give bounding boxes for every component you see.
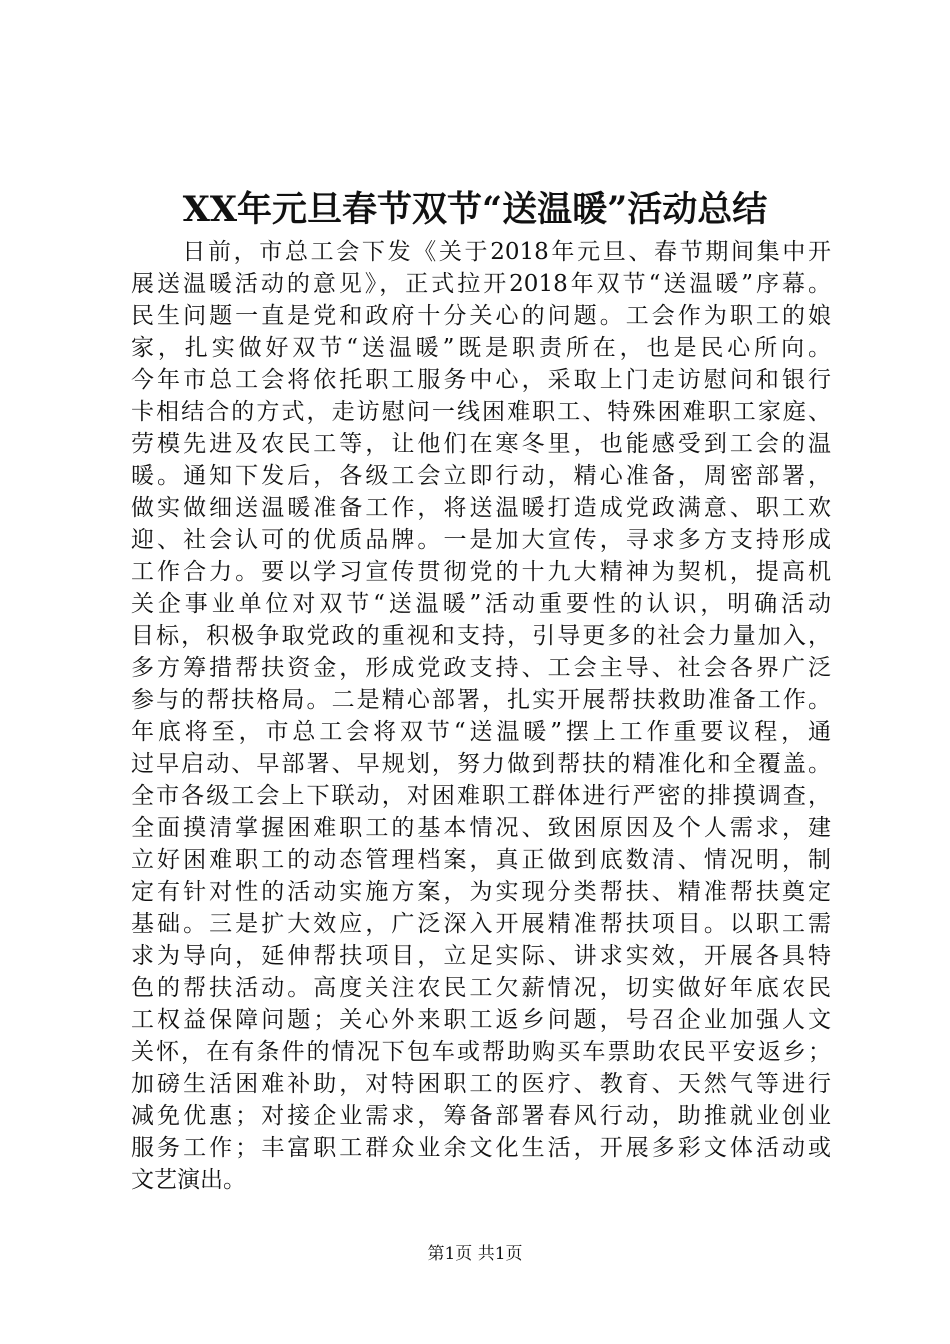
body-line: 暖。通知下发后，各级工会立即行动，精心准备，周密部署， <box>131 463 831 489</box>
body-line: 全市各级工会上下联动，对困难职工群体进行严密的排摸调查， <box>131 783 831 809</box>
document-body <box>131 236 831 1196</box>
body-line: 迎、社会认可的优质品牌。一是加大宣传，寻求多方支持形成 <box>131 527 831 553</box>
body-line: 卡相结合的方式，走访慰问一线困难职工、特殊困难职工家庭、 <box>131 399 831 425</box>
body-line: 工权益保障问题；关心外来职工返乡问题，号召企业加强人文 <box>131 1007 831 1033</box>
body-line: 日前，市总工会下发《关于2018年元旦、春节期间集中开 <box>131 239 831 265</box>
body-line: 工作合力。要以学习宣传贯彻党的十九大精神为契机，提高机 <box>131 559 831 585</box>
body-line: 今年市总工会将依托职工服务中心，采取上门走访慰问和银行 <box>131 367 831 393</box>
body-line: 立好困难职工的动态管理档案，真正做到底数清、情况明，制 <box>131 847 831 873</box>
body-line: 展送温暖活动的意见》，正式拉开2018年双节“送温暖”序幕。 <box>131 271 831 297</box>
body-line: 民生问题一直是党和政府十分关心的问题。工会作为职工的娘 <box>131 303 831 329</box>
body-line: 劳模先进及农民工等，让他们在寒冬里，也能感受到工会的温 <box>131 431 831 457</box>
body-line: 减免优惠；对接企业需求，筹备部署春风行动，助推就业创业 <box>131 1103 831 1129</box>
body-line: 多方筹措帮扶资金，形成党政支持、工会主导、社会各界广泛 <box>131 655 831 681</box>
body-line: 家，扎实做好双节“送温暖”既是职责所在，也是民心所向。 <box>131 335 831 361</box>
body-line: 定有针对性的活动实施方案，为实现分类帮扶、精准帮扶奠定 <box>131 879 831 905</box>
body-line: 过早启动、早部署、早规划，努力做到帮扶的精准化和全覆盖。 <box>131 751 831 777</box>
document-title: XX年元旦春节双节“送温暖”活动总结 <box>182 189 768 230</box>
body-line: 做实做细送温暖准备工作，将送温暖打造成党政满意、职工欢 <box>131 495 831 521</box>
body-line: 色的帮扶活动。高度关注农民工欠薪情况，切实做好年底农民 <box>131 975 831 1001</box>
body-line: 关怀，在有条件的情况下包车或帮助购买车票助农民平安返乡； <box>131 1039 831 1065</box>
body-line: 求为导向，延伸帮扶项目，立足实际、讲求实效，开展各具特 <box>131 943 831 969</box>
body-line: 参与的帮扶格局。二是精心部署，扎实开展帮扶救助准备工作。 <box>131 687 831 713</box>
body-line: 加磅生活困难补助，对特困职工的医疗、教育、天然气等进行 <box>131 1071 831 1097</box>
body-line: 目标，积极争取党政的重视和支持，引导更多的社会力量加入， <box>131 623 831 649</box>
body-line: 关企事业单位对双节“送温暖”活动重要性的认识，明确活动 <box>131 591 831 617</box>
page-footer: 第1页 共1页 <box>427 1244 523 1264</box>
body-line: 全面摸清掌握困难职工的基本情况、致困原因及个人需求，建 <box>131 815 831 841</box>
body-line: 年底将至，市总工会将双节“送温暖”摆上工作重要议程，通 <box>131 719 831 745</box>
body-line: 基础。三是扩大效应，广泛深入开展精准帮扶项目。以职工需 <box>131 911 831 937</box>
body-line: 文艺演出。 <box>131 1167 246 1193</box>
body-line: 服务工作；丰富职工群众业余文化生活，开展多彩文体活动或 <box>131 1135 831 1161</box>
